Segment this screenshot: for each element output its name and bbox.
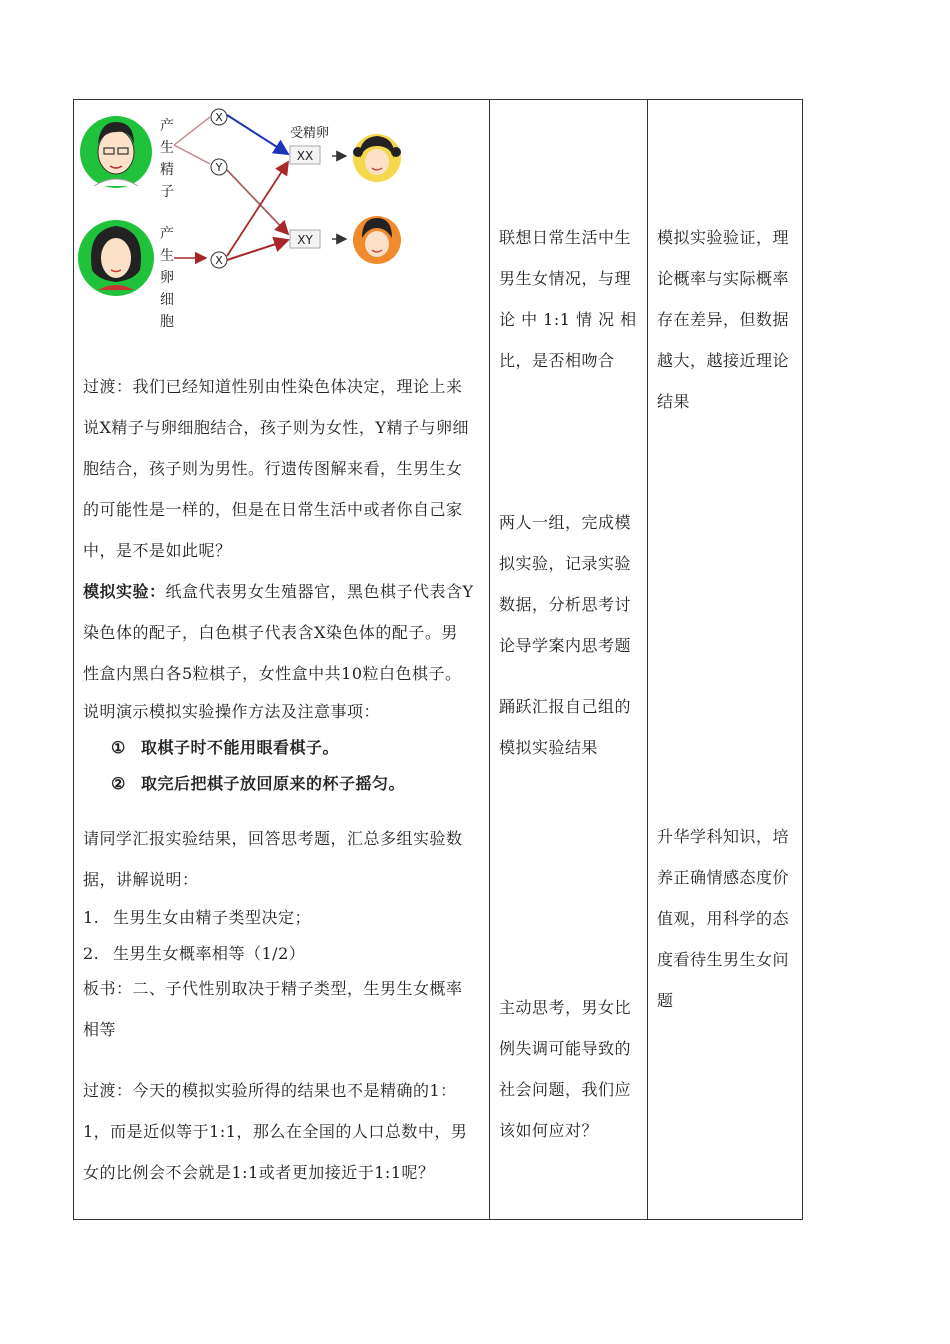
zygote-xx <box>290 146 320 164</box>
girl-icon <box>353 134 401 182</box>
point-text: 生男生女由精子类型决定； <box>113 908 312 927</box>
text-line: 中，是不是如此呢？ <box>83 541 232 560</box>
student-block-1 <box>499 217 639 381</box>
transition-paragraph-2 <box>83 1070 481 1193</box>
transition-paragraph-1 <box>83 366 481 694</box>
instructions-paragraph <box>83 694 481 802</box>
text-line: 社会问题，我们应 <box>499 1080 632 1099</box>
text-line: 主动思考，男女比 <box>499 998 632 1017</box>
text-line: 说X精子与卵细胞结合，孩子则为女性，Y精子与卵细 <box>83 418 469 437</box>
text-line: 该如何应对？ <box>499 1121 599 1140</box>
student-block-4 <box>499 987 639 1151</box>
text-line: 养正确情感态度价 <box>657 868 790 887</box>
text-line: 模拟实验验证，理 <box>657 228 790 247</box>
text-line: 请同学汇报实验结果，回答思考题，汇总多组实验数 <box>83 829 463 848</box>
text-line: 值观，用科学的态 <box>657 909 790 928</box>
text-line: 相等 <box>83 1020 117 1039</box>
sperm-y-gamete <box>211 159 227 175</box>
point-text: 生男生女概率相等（1/2） <box>113 944 306 963</box>
note-text: 取完后把棋子放回原来的杯子摇匀。 <box>141 774 406 793</box>
text-line: 两人一组，完成模 <box>499 513 632 532</box>
text-line: 联想日常生活中生 <box>499 228 632 247</box>
report-paragraph <box>83 818 481 900</box>
note-item <box>83 730 481 766</box>
note-item <box>83 766 481 802</box>
text-line: 模拟实验结果 <box>499 738 599 757</box>
zygote-xy-label: XY <box>297 233 313 247</box>
zygote-xx-label: XX <box>296 149 314 163</box>
text-line: 越大，越接近理论 <box>657 351 790 370</box>
points-list <box>83 900 481 972</box>
sperm-x-gamete <box>211 109 227 125</box>
text-line: 存在差异，但数据 <box>657 310 790 329</box>
text-line <box>83 571 481 612</box>
lesson-table <box>73 99 803 1220</box>
note-number: ① <box>111 738 126 757</box>
text-line: 男生女情况，与理 <box>499 269 632 288</box>
inheritance-diagram <box>74 100 490 340</box>
text-span: 纸盒代表男女生殖器官，黑色棋子代表含Y <box>165 582 474 601</box>
note-number: ② <box>111 774 126 793</box>
design-intent-column <box>648 100 804 1219</box>
father-icon <box>80 116 152 188</box>
text-line: 过渡：我们已经知道性别由性染色体决定，理论上来 <box>83 377 463 396</box>
text-line: 拟实验，记录实验 <box>499 554 632 573</box>
text-line: 例失调可能导致的 <box>499 1039 632 1058</box>
mother-icon <box>78 220 154 296</box>
point-number: 2. <box>83 944 100 963</box>
text-line: 胞结合，孩子则为男性。行遗传图解来看，生男生女 <box>83 459 463 478</box>
note-text: 取棋子时不能用眼看棋子。 <box>141 738 340 757</box>
text-line: 性盒内黑白各5粒棋子，女性盒中共10粒白色棋子。 <box>83 664 462 683</box>
intent-block-2 <box>657 816 797 1021</box>
text-line: 女的比例会不会就是1:1或者更加接近于1:1呢？ <box>83 1163 435 1182</box>
intent-block-1 <box>657 217 797 422</box>
point-number: 1. <box>83 908 100 927</box>
point-item <box>83 936 481 972</box>
text-line: 1，而是近似等于1:1，那么在全国的人口总数中，男 <box>83 1122 468 1141</box>
text-line: 踊跃汇报自己组的 <box>499 697 632 716</box>
text-line: 题 <box>657 991 674 1010</box>
text-line: 板书：二、子代性别取决于精子类型，生男生女概率 <box>83 979 463 998</box>
text-line: 染色体的配子，白色棋子代表含X染色体的配子。男 <box>83 623 458 642</box>
female-gamete-label: 产生卵细胞 <box>160 226 174 330</box>
student-block-3 <box>499 686 639 768</box>
blackboard-paragraph <box>83 968 481 1050</box>
fertilized-egg-label: 受精卵 <box>290 126 330 141</box>
sperm-y-label: Y <box>215 161 223 174</box>
egg-x-gamete <box>211 252 227 268</box>
text-line: 过渡：今天的模拟实验所得的结果也不是精确的1： <box>83 1081 457 1100</box>
male-gamete-label: 产生精子 <box>160 118 174 200</box>
student-activity-column <box>490 100 648 1219</box>
zygote-xy <box>290 230 320 248</box>
text-line: 升华学科知识，培 <box>657 827 790 846</box>
text-line: 数据，分析思考讨 <box>499 595 632 614</box>
text-line: 论 中 1:1 情 况 相 <box>499 310 637 329</box>
boy-icon <box>353 216 401 264</box>
text-line: 论导学案内思考题 <box>499 636 632 655</box>
sperm-x-label: X <box>215 111 223 124</box>
text-line: 度看待生男生女问 <box>657 950 790 969</box>
simulation-label: 模拟实验： <box>83 582 166 601</box>
point-item <box>83 900 481 936</box>
text-line: 比，是否相吻合 <box>499 351 615 370</box>
teacher-activity-column <box>74 100 490 1219</box>
text-line: 据，讲解说明： <box>83 870 199 889</box>
text-line: 说明演示模拟实验操作方法及注意事项： <box>83 702 381 721</box>
egg-x-label: X <box>215 254 223 267</box>
student-block-2 <box>499 502 639 666</box>
text-line: 结果 <box>657 392 691 411</box>
text-line: 的可能性是一样的，但是在日常生活中或者你自己家 <box>83 500 463 519</box>
text-line: 论概率与实际概率 <box>657 269 790 288</box>
